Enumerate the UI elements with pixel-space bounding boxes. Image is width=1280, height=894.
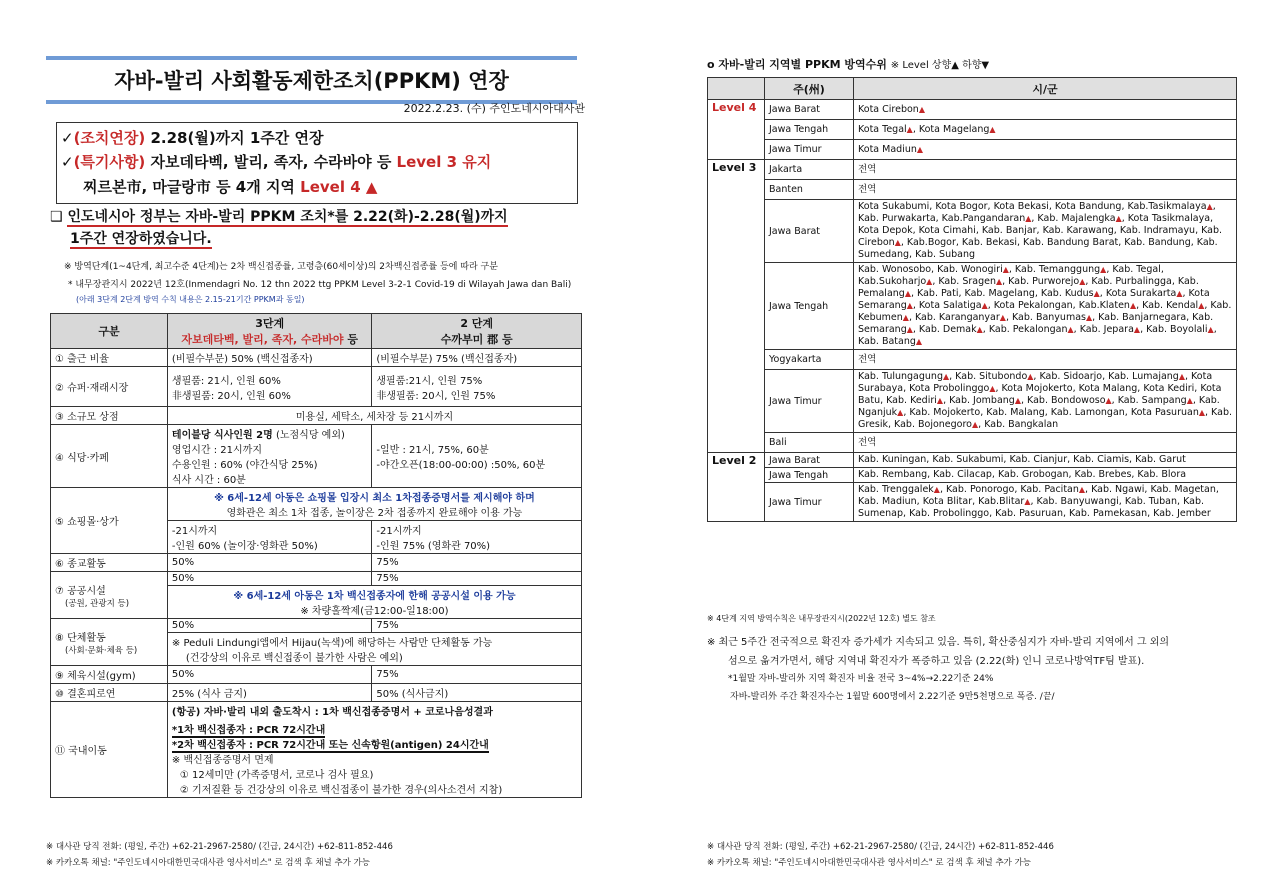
note-2: * 내무장관지시 2022년 12호(Inmendagri No. 12 thn 2022 ttg PPKM Level 3-2-1 Covid-19 di Wilayah Jawa dan Bali)	[68, 280, 572, 290]
up-arrow-icon: ▲	[976, 325, 983, 334]
up-arrow-icon: ▲	[981, 301, 988, 310]
table-row: ④ 식당·카페 테이블당 식사인원 2명 (노점식당 예외) 영업시간 : 21시까지 수용인원 : 60% (야간식당 25%) 식사 시간 : 60분 -일반 : 21시, 75%, 60분 -야간오픈(18:00-00:00) :50%, 60분	[51, 425, 582, 488]
table-row: ⑤ 쇼핑몰·상가 ※ 6세-12세 아동은 쇼핑몰 입장시 최소 1차접종증명서를 제시해야 하며 영화관은 최소 1차 접종, 놀이장은 2차 접종까지 완료해야 이용 가능	[51, 488, 582, 521]
city-cell: Kab. Wonosobo, Kab. Wonogiri▲, Kab. Temanggung▲, Kab. Tegal, Kab.Sukoharjo▲, Kab. Sragen▲, Kab. Purworejo▲, Kab. Purbalingga, Kab. Pemalang▲, Kab. Pati, Kab. Magelang, Kab. Kudus▲, Kota Surakarta▲, Kota Semarang▲, Kota Salatiga▲, Kota Pekalongan, Kab.Klaten▲, Kab. Kendal▲, Kab. Kebumen▲, Kab. Karanganyar▲, Kab. Banyumas▲, Kab. Banjarnegara, Kab. Semarang▲, Kab. Demak▲, Kab. Pekalongan▲, Kab. Jepara▲, Kab. Boyolali▲, Kab. Batang▲	[854, 263, 1237, 350]
city-cell: 전역	[854, 160, 1237, 180]
region-note-a: ※ 최근 5주간 전국적으로 확진자 증가세가 지속되고 있음. 특히, 확산중심지가 자바-발리 지역에서 그 외의	[707, 637, 1170, 648]
up-arrow-icon: ▲	[1206, 202, 1213, 211]
region-row	[708, 180, 1237, 200]
rules-table	[50, 313, 582, 798]
province-cell: Jawa Barat	[765, 200, 854, 263]
up-arrow-icon: ▲	[1129, 301, 1137, 310]
city-cell: 전역	[854, 180, 1237, 200]
up-arrow-icon: ▲	[1100, 265, 1107, 274]
province-cell: Jawa Tengah	[765, 468, 854, 483]
city-cell: 전역	[854, 433, 1237, 453]
province-cell: Jawa Barat	[765, 453, 854, 468]
level-label: Level 4	[708, 100, 765, 160]
table-row: ⑩ 결혼피로연 25% (식사 금지) 50% (식사금지)	[51, 684, 582, 702]
province-cell: Jawa Timur	[765, 140, 854, 160]
up-arrow-icon: ▲	[1067, 325, 1074, 334]
table-row: ⑧ 단체활동 (사회·문화·체육 등) 50% 75%	[51, 619, 582, 633]
up-arrow-icon: ▲	[1085, 313, 1093, 322]
header-level3: 3단계 자보데타벡, 발리, 족자, 수라바야 등	[167, 314, 371, 349]
up-arrow-icon: ▲	[915, 337, 923, 346]
province-cell: Jawa Tengah	[765, 263, 854, 350]
level-label: Level 3	[708, 160, 765, 453]
table-row: ※ Peduli Lindungi앱에서 Hijau(녹색)에 해당하는 사람만 단체활동 가능 (건강상의 이유로 백신접종이 불가한 사람은 예외)	[51, 633, 582, 666]
note-1: ※ 방역단계(1~4단계, 최고수준 4단계)는 2차 백신접종률, 고령층(60세이상)의 2차백신접종률 등에 따라 구분	[64, 262, 498, 272]
region-row	[708, 160, 1237, 180]
up-arrow-icon: ▲	[999, 313, 1006, 322]
city-cell: Kab. Tulungagung▲, Kab. Situbondo▲, Kab. Sidoarjo, Kab. Lumajang▲, Kota Surabaya, Kota Probolinggo▲, Kota Mojokerto, Kota Malang, Kota Kediri, Kota Batu, Kab. Kediri▲, Kab. Jombang▲, Kab. Bondowoso▲, Kab. Sampang▲, Kab. Nganjuk▲, Kab. Mojokerto, Kab. Malang, Kab. Lamongan, Kota Pasuruan▲, Kab. Gresik, Kab. Bojonegoro▲, Kab. Bangkalan	[854, 370, 1237, 433]
up-arrow-icon: ▲	[1079, 277, 1086, 286]
up-arrow-icon: ▲	[1115, 214, 1122, 223]
up-arrow-icon: ▲	[906, 301, 913, 310]
province-cell: Jawa Tengah	[765, 120, 854, 140]
up-arrow-icon: ▲	[902, 313, 909, 322]
table-row: ⑦ 공공시설 (공원, 관광지 등) 50% 75%	[51, 572, 582, 586]
region-row	[708, 200, 1237, 263]
table-row: ⑪ 국내이동 (항공) 자바·발리 내외 출도착시 : 1차 백신접종증명서 + 코로나음성결과 *1차 백신접종자 : PCR 72시간내 *2차 백신접종자 : PCR 72시간내 또는 신속항원(antigen) 24시간내 ※ 백신접종증명서 면제 ① 12세미만 (가족증명서, 코로나 검사 필요) ② 기저질환 등 건강상의 이유로 백신접종이 불가한 경우(의사소견서 지참)	[51, 702, 582, 798]
up-arrow-icon: ▲	[942, 372, 950, 381]
province-cell: Jakarta	[765, 160, 854, 180]
region-row	[708, 350, 1237, 370]
up-arrow-icon: ▲	[1024, 497, 1031, 506]
up-arrow-icon: ▲	[1186, 396, 1193, 405]
region-row	[708, 100, 1237, 120]
city-cell: Kota Tegal▲, Kota Magelang▲	[854, 120, 1237, 140]
up-arrow-icon: ▲	[926, 277, 933, 286]
region-note-d: 자바-발리外 주간 확진자수는 1월말 600명에서 2.22기준 9만5천명으로 폭증. /끝/	[730, 692, 1055, 702]
region-row	[708, 140, 1237, 160]
summary-box	[56, 122, 578, 204]
table-row: ⑥ 종교활동 50% 75%	[51, 554, 582, 572]
up-arrow-icon: ▲	[1207, 325, 1214, 334]
region-row	[708, 120, 1237, 140]
region-row	[708, 483, 1237, 522]
city-cell: 전역	[854, 350, 1237, 370]
footer-phone-left: ※ 대사관 당직 전화: (평일, 주간) +62-21-2967-2580/ (긴급, 24시간) +62-811-852-446	[46, 842, 393, 852]
region-row	[708, 370, 1237, 433]
summary-line-3: 찌르본市, 마글랑市 등 4개 지역 Level 4 ▲	[83, 178, 378, 196]
table-row: ※ 6세-12세 아동은 1차 백신접종자에 한해 공공시설 이용 가능 ※ 차량홀짝제(금12:00-일18:00)	[51, 586, 582, 619]
region-row	[708, 468, 1237, 483]
up-arrow-icon: ▲	[1078, 485, 1086, 494]
level-label: Level 2	[708, 453, 765, 522]
up-arrow-icon: ▲	[936, 396, 944, 405]
intro-paragraph: ❑ 인도네시아 정부는 자바-발리 PPKM 조치*를 2.22(화)-2.28(월)까지 1주간 연장하였습니다.	[50, 209, 508, 247]
footer-phone-right: ※ 대사관 당직 전화: (평일, 주간) +62-21-2967-2580/ (긴급, 24시간) +62-811-852-446	[707, 842, 1054, 852]
up-arrow-icon: ▲	[1105, 396, 1112, 405]
up-arrow-icon: ▲	[904, 289, 911, 298]
legend: ※ Level 상향▲ 하향▼	[890, 60, 990, 71]
region-title: o 자바-발리 지역별 PPKM 방역수위 ※ Level 상향▲ 하향▼	[707, 58, 990, 71]
note-3: (아래 3단계 2단계 방역 수칙 내용은 2.15-21기간 PPKM과 동일)	[76, 295, 305, 304]
region-row	[708, 263, 1237, 350]
up-arrow-icon: ▲	[906, 124, 913, 134]
up-arrow-icon: ▲	[1133, 325, 1141, 334]
city-cell: Kota Sukabumi, Kota Bogor, Kota Bekasi, Kota Bandung, Kab.Tasikmalaya▲, Kab. Purwakarta, Kab.Pangandaran▲, Kab. Majalengka▲, Kota Tasikmalaya, Kota Depok, Kota Cimahi, Kab. Banjar, Kab. Karawang, Kab. Indramayu, Kab. Cirebon▲, Kab.Bogor, Kab. Bekasi, Kab. Bandung Barat, Kab. Bandung, Kab. Sumedang, Kab. Subang	[854, 200, 1237, 263]
up-arrow-icon: ▲	[989, 124, 996, 134]
province-cell: Banten	[765, 180, 854, 200]
up-arrow-icon: ▲	[1198, 301, 1205, 310]
summary-line-2: ✓(특기사항) 자보데타벡, 발리, 족자, 수라바야 등 Level 3 유지	[61, 153, 492, 171]
up-arrow-icon: ▲	[894, 238, 901, 247]
up-arrow-icon: ▲	[897, 408, 904, 417]
page-title: 자바-발리 사회활동제한조치(PPKM) 연장	[46, 56, 577, 104]
city-cell: Kota Madiun▲	[854, 140, 1237, 160]
province-cell: Yogyakarta	[765, 350, 854, 370]
up-arrow-icon: ▲	[933, 485, 940, 494]
up-arrow-icon: ▲	[1014, 396, 1021, 405]
table-row: ① 출근 비율 (비필수부문) 50% (백신접종자) (비필수부문) 75% (백신접종자)	[51, 349, 582, 367]
table-row: ② 슈퍼·재래시장 생필품: 21시, 인원 60% 非생필품: 20시, 인원 60% 생필품:21시, 인원 75% 非생필품: 20시, 인원 75%	[51, 367, 582, 407]
up-arrow-icon: ▲	[1198, 408, 1206, 417]
up-arrow-icon: ▲	[1093, 289, 1100, 298]
date-line: 2022.2.23. (수) 주인도네시아대사관	[403, 102, 585, 115]
up-arrow-icon: ▲	[1027, 372, 1034, 381]
up-arrow-icon: ▲	[1176, 289, 1183, 298]
footer-kakao-right: ※ 카카오톡 채널: "주인도네시아대한민국대사관 영사서비스" 로 검색 후 채널 추가 가능	[707, 858, 1032, 868]
up-arrow-icon: ▲	[1025, 214, 1032, 223]
region-note-b: 섬으로 옮겨가면서, 해당 지역내 확진자가 폭증하고 있음 (2.22(화) 인니 코로나방역TF팀 발표).	[728, 656, 1145, 667]
region-row	[708, 453, 1237, 468]
up-arrow-icon: ▲	[989, 384, 996, 393]
up-arrow-icon: ▲	[972, 420, 979, 429]
city-cell: Kab. Trenggalek▲, Kab. Ponorogo, Kab. Pacitan▲, Kab. Ngawi, Kab. Magetan, Kab. Madiun, Kota Blitar, Kab.Blitar▲, Kab. Banyuwangi, Kab. Tuban, Kab. Sumenap, Kab. Probolinggo, Kab. Pasuruan, Kab. Pamekasan, Kab. Jember	[854, 483, 1237, 522]
header-category: 구분	[51, 314, 168, 349]
up-arrow-icon: ▲	[916, 144, 924, 154]
up-arrow-icon: ▲	[906, 325, 913, 334]
province-cell: Jawa Timur	[765, 370, 854, 433]
region-table: 주(州) 시/군 Level 4 Jawa Barat Kota Cirebon▲ Jawa Tengah Kota Tegal▲, Kota Magelang▲ Jawa Timur Kota Madiun▲ Level 3 Jakarta 전역 Banten 전역 Jawa Barat Kota Sukabumi, Kota Bogor, Kota Bekasi, Kota Bandung, Kab.Tasikmalaya▲, Kab. Purwakarta, Kab.Pangandaran▲, Kab. Majalengka▲, Kota Tasikmalaya, Kota Depok, Kota Cimahi, Kab. Banjar, Kab. Karawang, Kab. Indramayu, Kab. Cirebon▲, Kab.Bogor, Kab. Bekasi, Kab. Bandung Barat, Kab. Bandung, Kab. Sumedang, Kab. Subang Jawa Tengah Kab. Wonosobo, Kab. Wonogiri▲, Kab. Temanggung▲, Kab. Tegal, Kab.Sukoharjo▲, Kab. Sragen▲, Kab. Purworejo▲, Kab. Purbalingga, Kab. Pemalang▲, Kab. Pati, Kab. Magelang, Kab. Kudus▲, Kota Surakarta▲, Kota Semarang▲, Kota Salatiga▲, Kota Pekalongan, Kab.Klaten▲, Kab. Kendal▲, Kab. Kebumen▲, Kab. Karanganyar▲, Kab. Banyumas▲, Kab. Banjarnegara, Kab. Semarang▲, Kab. Demak▲, Kab. Pekalongan▲, Kab. Jepara▲, Kab. Boyolali▲, Kab. Batang▲ Yogyakarta 전역 Jawa Timur Kab. Tulungagung▲, Kab. Situbondo▲, Kab. Sidoarjo, Kab. Lumajang▲, Kota Surabaya, Kota Probolinggo▲, Kota Mojokerto, Kota Malang, Kota Kediri, Kota Batu, Kab. Kediri▲, Kab. Jombang▲, Kab. Bondowoso▲, Kab. Sampang▲, Kab. Nganjuk▲, Kab. Mojokerto, Kab. Malang, Kab. Lamongan, Kota Pasuruan▲, Kab. Gresik, Kab. Bojonegoro▲, Kab. Bangkalan Bali 전역 Level 2 Jawa Barat Kab. Kuningan, Kab. Sukabumi, Kab. Cianjur, Kab. Ciamis, Kab. Garut Jawa Tengah Kab. Rembang, Kab. Cilacap, Kab. Grobogan, Kab. Brebes, Kab. Blora Jawa Timur Kab. Trenggalek▲, Kab. Ponorogo, Kab. Pacitan▲, Kab. Ngawi, Kab. Magetan, Kab. Madiun, Kota Blitar, Kab.Blitar▲, Kab. Banyuwangi, Kab. Tuban, Kab. Sumenap, Kab. Probolinggo, Kab. Pasuruan, Kab. Pamekasan, Kab. Jember	[707, 77, 1237, 522]
up-arrow-icon: ▲	[995, 277, 1003, 286]
region-note-small: ※ 4단계 지역 방역수칙은 내무장관지시(2022년 12호) 별도 참조	[707, 614, 936, 623]
summary-line-1: ✓(조치연장) 2.28(월)까지 1주간 연장	[61, 129, 324, 147]
footer-kakao-left: ※ 카카오톡 채널: "주인도네시아대한민국대사관 영사서비스" 로 검색 후 채널 추가 가능	[46, 858, 371, 868]
up-arrow-icon: ▲	[1178, 372, 1185, 381]
header-level2: 2 단계 수까부미 郡 등	[372, 314, 582, 349]
city-cell: Kab. Rembang, Kab. Cilacap, Kab. Grobogan, Kab. Brebes, Kab. Blora	[854, 468, 1237, 483]
province-cell: Bali	[765, 433, 854, 453]
up-arrow-icon: ▲	[918, 104, 925, 114]
city-cell: Kab. Kuningan, Kab. Sukabumi, Kab. Cianjur, Kab. Ciamis, Kab. Garut	[854, 453, 1237, 468]
province-cell: Jawa Barat	[765, 100, 854, 120]
province-cell: Jawa Timur	[765, 483, 854, 522]
city-cell: Kota Cirebon▲	[854, 100, 1237, 120]
table-row: ③ 소규모 상점 미용실, 세탁소, 세차장 등 21시까지	[51, 407, 582, 425]
table-row: ⑨ 체육시설(gym) 50% 75%	[51, 666, 582, 684]
table-row: -21시까지 -인원 60% (놀이장·영화관 50%) -21시까지 -인원 75% (영화관 70%)	[51, 521, 582, 554]
region-note-c: *1월말 자바-발리外 지역 확진자 비율 전국 3~4%→2.22기준 24%	[728, 674, 994, 684]
up-arrow-icon: ▲	[1002, 265, 1009, 274]
region-row	[708, 433, 1237, 453]
